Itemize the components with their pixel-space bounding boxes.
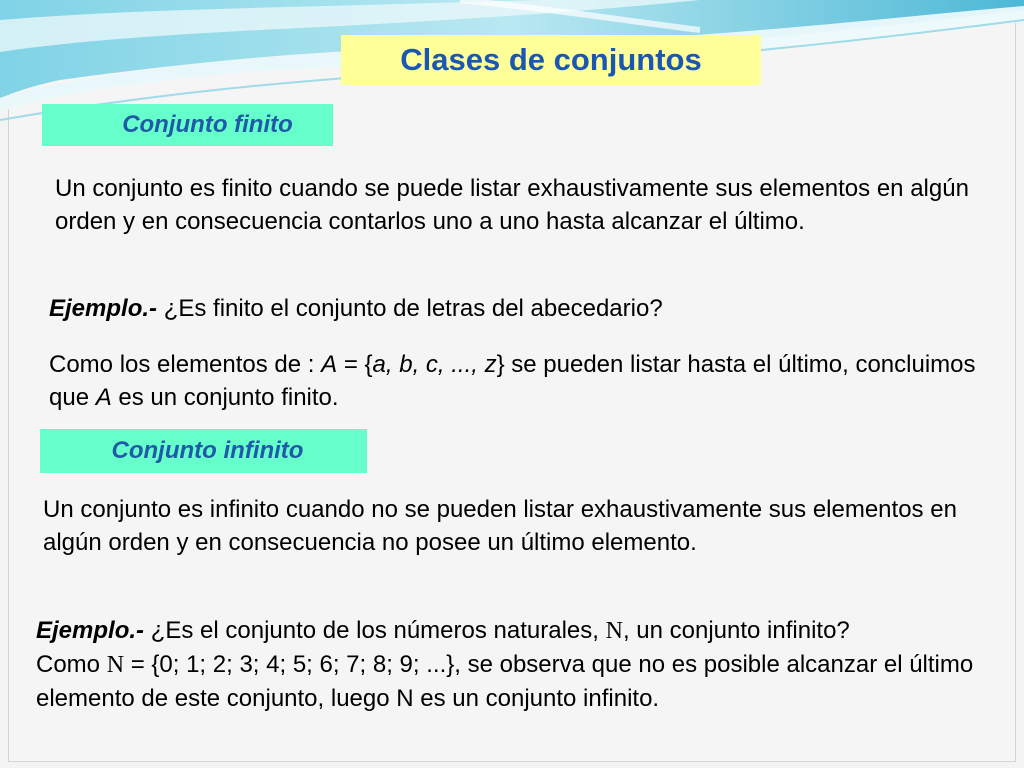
example-question: ¿Es finito el conjunto de letras del abecedario? (163, 295, 663, 322)
example-label: Ejemplo.- (49, 295, 158, 322)
infinite-example (36, 614, 1016, 715)
finite-definition: Un conjunto es finito cuando se puede listar exhaustivamente sus elementos en algún orden y en consecuencia contarlos uno a uno hasta alcanzar el último. (55, 175, 969, 235)
finite-example (49, 292, 989, 325)
section-label-infinite: Conjunto infinito (40, 429, 367, 473)
title-banner (341, 35, 761, 85)
example-label-2: Ejemplo.- (36, 617, 145, 644)
answer-set: = {0; 1; 2; 3; 4; 5; 6; 7; 8; 9; ...}, se observa que no es posible alcanzar el último elemento de este conjunto, luego N es un conjunto infinito. (36, 651, 974, 712)
naturals-symbol: N (605, 618, 623, 644)
set-name: A (321, 351, 338, 378)
naturals-symbol-2: N (106, 652, 125, 678)
answer-close: } se pueden listar hasta el último, concluimos que (49, 351, 976, 411)
set-name-2: A (95, 384, 112, 411)
answer-end: es un conjunto finito. (111, 384, 339, 411)
example-question-b: , un conjunto infinito? (622, 617, 850, 644)
answer-intro-2: Como (36, 651, 107, 678)
finite-answer (49, 348, 989, 414)
section-label-finite: Conjunto finito (42, 104, 333, 146)
answer-intro: Como los elementos de : (49, 351, 322, 378)
set-elements: a, b, c, ..., z (372, 351, 497, 378)
example-question-a: ¿Es el conjunto de los números naturales, (150, 617, 606, 644)
answer-eq: = { (337, 351, 373, 378)
page-title: Clases de conjuntos (400, 42, 702, 77)
infinite-definition: Un conjunto es infinito cuando no se pueden listar exhaustivamente sus elementos en algún orden y en consecuencia no posee un último elemento. (43, 496, 957, 556)
